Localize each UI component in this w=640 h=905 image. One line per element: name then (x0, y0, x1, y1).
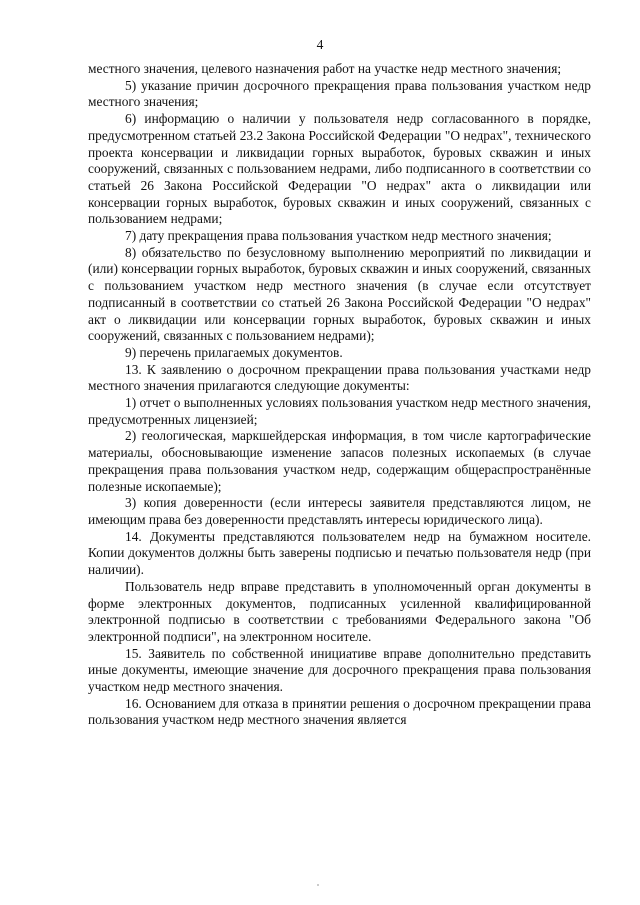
paragraph-section-13: 13. К заявлению о досрочном прекращении права пользования участками недр местного значения прилагаются следующие документы: (88, 361, 591, 394)
scan-dot (317, 884, 319, 886)
paragraph-item-8: 8) обязательство по безусловному выполнению мероприятий по ликвидации и (или) консервации горных выработок, буровых скважин и иных сооружений, связанных с пользованием участком недр местного значения (в случае если отсутствует подписанный в соответствии со статьей 26 Закона Российской Федерации "О недрах" акт о ликвидации или консервации горных выработок, буровых скважин и иных сооружений, связанных с пользованием недрами); (88, 244, 591, 344)
paragraph-section-16: 16. Основанием для отказа в принятии решения о досрочном прекращении права пользования участком недр местного значения является (88, 695, 591, 728)
paragraph-item-9: 9) перечень прилагаемых документов. (125, 344, 343, 360)
paragraph-item-6: 6) информацию о наличии у пользователя недр согласованного в порядке, предусмотренном статьей 23.2 Закона Российской Федерации "О недрах", технического проекта консервации и ликвидации горных выработок, буровых скважин и иных сооружений, связанных с пользованием недрами, либо подписанного в соответствии со статьей 26 Закона Российской Федерации "О недрах" акта о ликвидации или консервации горных выработок, буровых скважин и иных сооружений, связанных с пользованием недрами; (88, 111, 591, 227)
paragraph-13-item-1: 1) отчет о выполненных условиях пользования участком недр местного значения, предусмотренных лицензией; (88, 395, 592, 427)
document-body (88, 61, 591, 729)
paragraph-continuation: местного значения, целевого назначения работ на участке недр местного значения; (88, 61, 562, 76)
paragraph-13-item-3: 3) копия доверенности (если интересы заявителя представляются лицом, не имеющим права без доверенности представлять интересы юридического лица). (88, 495, 591, 527)
page-number: 4 (316, 37, 324, 52)
paragraph-section-15: 15. Заявитель по собственной инициативе вправе дополнительно представить иные документы, имеющие значение для досрочного прекращения права пользования участком недр местного значения. (88, 645, 591, 695)
paragraph-item-5: 5) указание причин досрочного прекращения права пользования участком недр местного значения; (88, 77, 591, 110)
paragraph-electronic-documents: Пользователь недр вправе представить в уполномоченный орган документы в форме электронных документов, подписанных усиленной квалифицированной электронной подписью в соответствии с требованиями Федерального закона "Об электронной подписи", на электронном носителе. (88, 578, 591, 644)
paragraph-13-item-2: 2) геологическая, маркшейдерская информация, в том числе картографические материалы, обосновывающие изменение запасов полезных ископаемых (в случае прекращения права пользования участком недр, содержащим общераспространённые полезные ископаемые); (88, 428, 591, 494)
paragraph-item-7: 7) дату прекращения права пользования участком недр местного значения; (125, 228, 552, 244)
paragraph-section-14: 14. Документы представляются пользователем недр на бумажном носителе. Копии документов должны быть заверены подписью и печатью пользователя недр (при наличии). (88, 528, 591, 578)
